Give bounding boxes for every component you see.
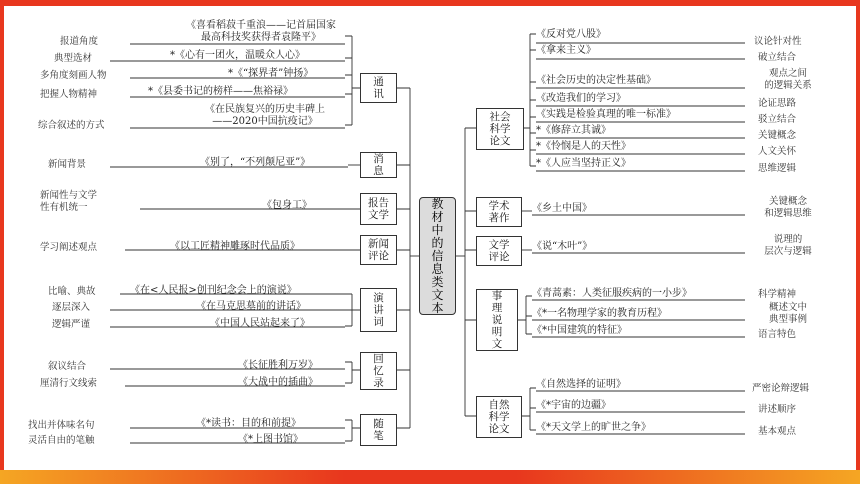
category-ziran-kexue-lunwen: 自然 科学 论文 <box>476 396 522 438</box>
note-biyu-diangu: 比喻、典故 <box>48 286 96 297</box>
text-gaizao-xuexi: 《改造我们的学习》 <box>536 93 626 104</box>
text-bieliao-budianni: 《别了，“不列颠尼亚”》 <box>200 157 311 168</box>
text-zhongguo-jianzhu: 《*中国建筑的特征》 <box>532 325 627 336</box>
text-xianwei-shuji: *《县委书记的榜样——焦裕禄》 <box>148 86 293 97</box>
note-gaishu-dianxing-shili: 概述文中 典型事例 <box>768 302 807 325</box>
text-nalai-zhuyi: 《拿来主义》 <box>536 45 596 56</box>
category-wenxue-pinglun: 文学 评论 <box>476 236 522 266</box>
note-luoji-yanjin: 逻辑严谨 <box>52 319 91 330</box>
text-makesi-mu: 《在马克思墓前的讲话》 <box>196 301 306 312</box>
text-lianmin-tianxing: *《怜悯是人的天性》 <box>536 141 631 152</box>
text-dushu-mudi: 《*读书：目的和前提》 <box>196 418 301 429</box>
category-shili-shuomingwen: 事 理 说 明 文 <box>476 289 518 351</box>
note-guanjian-gainian: 关键概念 <box>758 130 797 141</box>
note-yilun-zhenduixing: 议论针对性 <box>754 36 802 47</box>
category-suibi: 随 笔 <box>360 414 397 446</box>
text-renminbao-yanshuo: 《在<人民报>创刊纪念会上的演说》 <box>130 285 297 296</box>
note-duojiaodu-kehua: 多角度刻画人物 <box>40 70 107 81</box>
category-baogao-wenxue: 报告 文学 <box>360 193 397 225</box>
text-ziran-xuanze: 《自然选择的证明》 <box>536 379 626 390</box>
note-liqing-xingwen-xiansuo: 厘清行文线索 <box>40 378 98 389</box>
text-fandui-dangbagu: 《反对党八股》 <box>536 29 606 40</box>
text-changzheng-shengli: 《长征胜利万岁》 <box>238 360 318 371</box>
note-boli-jiehe: 驳立结合 <box>758 114 797 125</box>
note-bawo-renwu-jingshen: 把握人物精神 <box>40 89 98 100</box>
category-xinwen-pinglun: 新闻 评论 <box>360 235 397 265</box>
note-shuoli-cengci: 说理的 层次与逻辑 <box>764 234 812 257</box>
note-linghuo-bichu: 灵活自由的笔触 <box>28 435 95 446</box>
text-jianchi-zhengyi: *《人应当坚持正义》 <box>536 158 631 169</box>
note-xuyi-jiehe: 叙议结合 <box>48 361 87 372</box>
text-baoshengong: 《包身工》 <box>262 200 312 211</box>
text-shijian-zhenli: 《实践是检验真理的唯一标准》 <box>536 109 676 120</box>
category-shehui-kexue-lunwen: 社会 科学 论文 <box>476 108 524 150</box>
category-yanjiangci: 演 讲 词 <box>360 288 397 332</box>
text-xin-you-yituanhuo: *《心有一团火，温暖众人心》 <box>170 50 305 61</box>
center-topic: 教 材 中 的 信 息 类 文 本 <box>419 197 456 315</box>
category-tongxun: 通 讯 <box>360 73 397 103</box>
text-qinghaosu: 《青蒿素：人类征服疾病的一小步》 <box>532 288 692 299</box>
note-xuexi-chanshu-guandian: 学习阐述观点 <box>40 242 98 253</box>
note-xinwenxing-wenxuexing: 新闻性与文学 性有机统一 <box>40 190 98 213</box>
note-yanmi-lunbian: 严密论辩逻辑 <box>752 383 810 394</box>
text-tanjiezhe-zhongyang: *《“探界者”钟扬》 <box>228 68 314 79</box>
text-tianwenxue-zhizheng: 《*天文学上的旷世之争》 <box>536 422 651 433</box>
note-yuyan-tese: 语言特色 <box>758 329 797 340</box>
text-xiuci-licheng: *《修辞立其诚》 <box>536 125 611 136</box>
text-xiangtu-zhongguo: 《乡土中国》 <box>532 203 592 214</box>
note-guandian-luoji-guanxi: 观点之间 的逻辑关系 <box>764 68 812 91</box>
note-kexue-jingshen: 科学精神 <box>758 289 797 300</box>
text-zhongguo-renmin-zhanqilai: 《中国人民站起来了》 <box>210 318 310 329</box>
note-jiangshu-shunxu: 讲述顺序 <box>758 404 797 415</box>
text-dazhan-chaqu: 《大战中的插曲》 <box>238 377 318 388</box>
note-jiben-guandian: 基本观点 <box>758 426 797 437</box>
text-shehui-lishi: 《社会历史的决定性基础》 <box>536 75 656 86</box>
note-poli-jiehe: 破立结合 <box>758 52 797 63</box>
note-zhaochu-mingju: 找出并体味名句 <box>28 420 95 431</box>
category-xueshu-zhuzuo: 学术 著作 <box>476 197 522 227</box>
note-renwen-guanhuai: 人文关怀 <box>758 146 797 157</box>
text-gongjiang-jingshen: 《以工匠精神雕琢时代品质》 <box>170 241 300 252</box>
text-wulixuejia: 《*一名物理学家的教育历程》 <box>532 308 667 319</box>
text-yuzhou-bianjiang: 《*宇宙的边疆》 <box>536 400 611 411</box>
note-lunzheng-silu: 论证思路 <box>758 98 797 109</box>
text-shuo-muye: 《说“木叶”》 <box>532 241 593 252</box>
note-gainian-luoji-siwei: 关键概念 和逻辑思维 <box>764 196 812 219</box>
category-huiyilu: 回 忆 录 <box>360 352 397 390</box>
text-xikan-daoshu: 《喜看稻菽千重浪——记首届国家 最高科技奖获得者袁隆平》 <box>186 20 336 43</box>
note-zonghe-xushu: 综合叙述的方式 <box>38 120 105 131</box>
category-xiaoxi: 消 息 <box>360 152 397 178</box>
note-siwei-luoji: 思维逻辑 <box>758 163 797 174</box>
note-xinwen-beijing: 新闻背景 <box>48 159 87 170</box>
note-dianxing-xuancai: 典型选材 <box>54 53 93 64</box>
note-zhuceng-shenru: 逐层深入 <box>52 302 91 313</box>
text-minzu-fuxing: 《在民族复兴的历史丰碑上 ——2020中国抗疫记》 <box>205 104 325 127</box>
note-baodao-jiaodu: 报道角度 <box>60 36 99 47</box>
text-shang-tushuguan: 《*上图书馆》 <box>238 434 303 445</box>
